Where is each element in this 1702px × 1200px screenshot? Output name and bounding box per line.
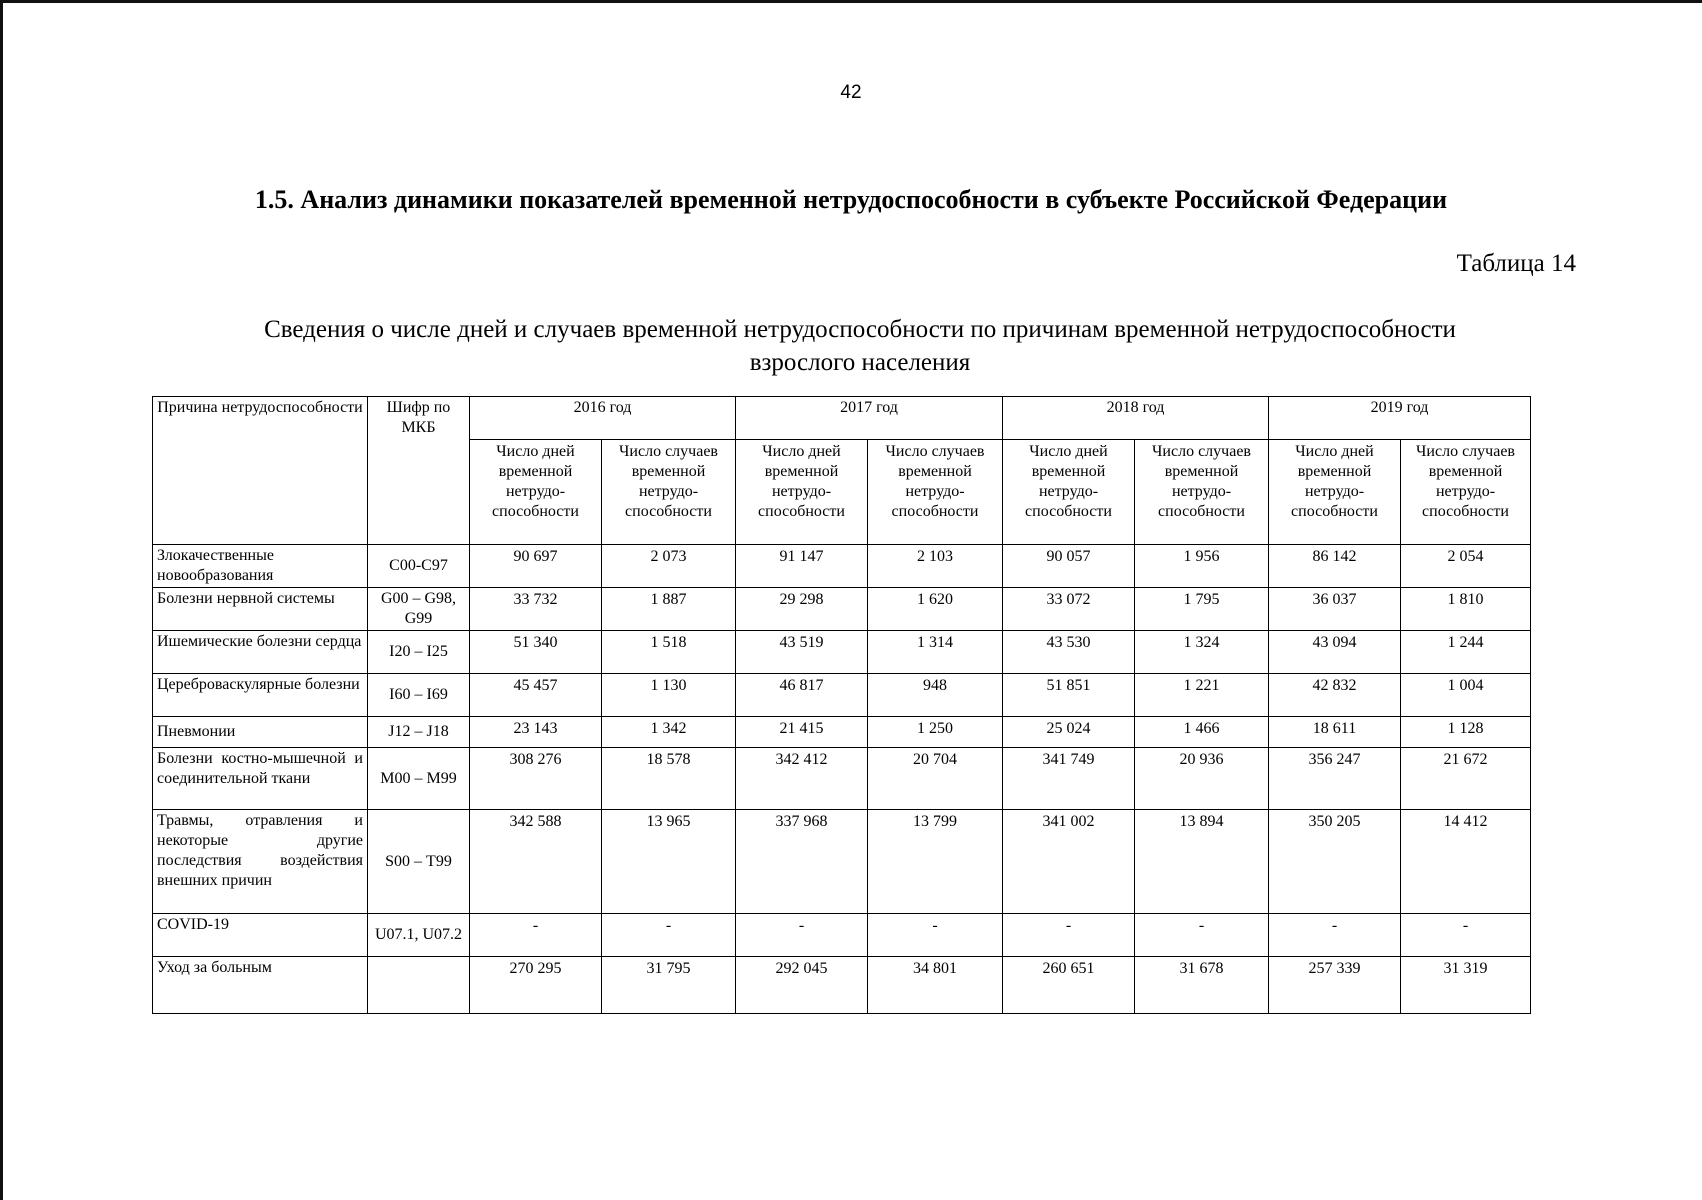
value-cell: 350 205	[1269, 810, 1401, 914]
header-year: 2019 год	[1269, 397, 1531, 440]
cause-cell: Болезни костно-мышечной и соединительной ткани	[153, 748, 368, 810]
code-cell: G00 – G98, G99	[368, 588, 470, 631]
table-row	[153, 717, 1531, 748]
cause-cell: Уход за больным	[153, 957, 368, 1014]
value-cell: 1 620	[868, 588, 1003, 631]
cause-cell: Злокачественные новообразования	[153, 545, 368, 588]
header-year: 2018 год	[1003, 397, 1269, 440]
value-cell: 31 795	[602, 957, 736, 1014]
value-cell: -	[868, 914, 1003, 957]
value-cell: 1 810	[1401, 588, 1531, 631]
value-cell: 1 250	[868, 717, 1003, 748]
value-cell: 33 732	[470, 588, 602, 631]
value-cell: 1 128	[1401, 717, 1531, 748]
value-cell: 34 801	[868, 957, 1003, 1014]
cause-cell: Ишемические болезни сердца	[153, 631, 368, 674]
value-cell: 2 054	[1401, 545, 1531, 588]
header-year: 2016 год	[470, 397, 736, 440]
value-cell: 337 968	[736, 810, 868, 914]
value-cell: 31 319	[1401, 957, 1531, 1014]
code-cell: S00 – Т99	[368, 810, 470, 914]
value-cell: 13 965	[602, 810, 736, 914]
value-cell: 25 024	[1003, 717, 1135, 748]
code-cell	[368, 957, 470, 1014]
value-cell: -	[1003, 914, 1135, 957]
value-cell: 20 936	[1135, 748, 1269, 810]
cause-cell: COVID-19	[153, 914, 368, 957]
table-caption-line-2: взрослого населения	[749, 349, 971, 376]
value-cell: 341 749	[1003, 748, 1135, 810]
header-cases: Число случаев временной нетрудо-способности	[1135, 440, 1269, 545]
page-number: 42	[840, 82, 862, 103]
value-cell: 31 678	[1135, 957, 1269, 1014]
value-cell: 90 057	[1003, 545, 1135, 588]
value-cell: 341 002	[1003, 810, 1135, 914]
value-cell: -	[1269, 914, 1401, 957]
table-caption-line-1: Сведения о числе дней и случаев временной нетрудоспособности по причинам временной нетрудоспособности	[264, 316, 1456, 343]
value-cell: 1 130	[602, 674, 736, 717]
header-cases: Число случаев временной нетрудо-способности	[602, 440, 736, 545]
value-cell: 14 412	[1401, 810, 1531, 914]
value-cell: 42 832	[1269, 674, 1401, 717]
code-cell: I60 – I69	[368, 674, 470, 717]
value-cell: -	[1401, 914, 1531, 957]
table-row	[153, 748, 1531, 810]
value-cell: 342 412	[736, 748, 868, 810]
value-cell: 13 894	[1135, 810, 1269, 914]
value-cell: -	[602, 914, 736, 957]
value-cell: 18 611	[1269, 717, 1401, 748]
section-heading: 1.5. Анализ динамики показателей временной нетрудоспособности в субъекте Российской Федерации	[254, 185, 1448, 214]
header-cases: Число случаев временной нетрудо-способности	[868, 440, 1003, 545]
value-cell: 948	[868, 674, 1003, 717]
value-cell: -	[1135, 914, 1269, 957]
value-cell: 308 276	[470, 748, 602, 810]
value-cell: 260 651	[1003, 957, 1135, 1014]
cause-cell: Травмы, отравления и некоторые другие последствия воздействия внешних причин	[153, 810, 368, 914]
code-cell: J12 – J18	[368, 717, 470, 748]
code-cell: С00-С97	[368, 545, 470, 588]
table-row	[153, 957, 1531, 1014]
code-cell: U07.1, U07.2	[368, 914, 470, 957]
header-days: Число дней временной нетрудо-способности	[1003, 440, 1135, 545]
code-cell: I20 – I25	[368, 631, 470, 674]
value-cell: 1 342	[602, 717, 736, 748]
value-cell: 21 672	[1401, 748, 1531, 810]
code-cell: М00 – М99	[368, 748, 470, 810]
cause-cell: Цереброваскулярные болезни	[153, 674, 368, 717]
table-row	[153, 545, 1531, 588]
table-row	[153, 810, 1531, 914]
value-cell: 45 457	[470, 674, 602, 717]
cause-cell: Болезни нервной системы	[153, 588, 368, 631]
value-cell: 90 697	[470, 545, 602, 588]
value-cell: 23 143	[470, 717, 602, 748]
cause-cell: Пневмонии	[153, 717, 368, 748]
value-cell: 1 466	[1135, 717, 1269, 748]
value-cell: 29 298	[736, 588, 868, 631]
value-cell: 2 103	[868, 545, 1003, 588]
value-cell: 356 247	[1269, 748, 1401, 810]
header-code: Шифр по МКБ	[368, 397, 470, 545]
value-cell: 1 518	[602, 631, 736, 674]
value-cell: -	[470, 914, 602, 957]
header-days: Число дней временной нетрудо-способности	[1269, 440, 1401, 545]
value-cell: 36 037	[1269, 588, 1401, 631]
table-row	[153, 631, 1531, 674]
value-cell: 33 072	[1003, 588, 1135, 631]
table-row	[153, 674, 1531, 717]
value-cell: 1 887	[602, 588, 736, 631]
value-cell: 292 045	[736, 957, 868, 1014]
value-cell: 86 142	[1269, 545, 1401, 588]
value-cell: 91 147	[736, 545, 868, 588]
disability-table	[152, 396, 1531, 1014]
header-days: Число дней временной нетрудо-способности	[736, 440, 868, 545]
scan-edge-left	[0, 0, 3, 1200]
value-cell: 20 704	[868, 748, 1003, 810]
value-cell: 2 073	[602, 545, 736, 588]
table-row	[153, 914, 1531, 957]
header-cause: Причина нетрудоспособности	[153, 397, 368, 545]
header-cases: Число случаев временной нетрудо-способности	[1401, 440, 1531, 545]
value-cell: 270 295	[470, 957, 602, 1014]
value-cell: -	[736, 914, 868, 957]
value-cell: 21 415	[736, 717, 868, 748]
value-cell: 51 340	[470, 631, 602, 674]
value-cell: 13 799	[868, 810, 1003, 914]
value-cell: 43 519	[736, 631, 868, 674]
value-cell: 1 244	[1401, 631, 1531, 674]
value-cell: 1 795	[1135, 588, 1269, 631]
value-cell: 1 324	[1135, 631, 1269, 674]
value-cell: 43 094	[1269, 631, 1401, 674]
value-cell: 1 314	[868, 631, 1003, 674]
value-cell: 46 817	[736, 674, 868, 717]
value-cell: 342 588	[470, 810, 602, 914]
value-cell: 43 530	[1003, 631, 1135, 674]
value-cell: 1 004	[1401, 674, 1531, 717]
value-cell: 1 956	[1135, 545, 1269, 588]
table-label: Таблица 14	[1456, 250, 1576, 277]
table-row	[153, 588, 1531, 631]
table-caption	[150, 313, 1570, 379]
value-cell: 18 578	[602, 748, 736, 810]
value-cell: 1 221	[1135, 674, 1269, 717]
header-days: Число дней временной нетрудо-способности	[470, 440, 602, 545]
scan-edge-top	[0, 0, 1702, 3]
value-cell: 257 339	[1269, 957, 1401, 1014]
value-cell: 51 851	[1003, 674, 1135, 717]
header-year: 2017 год	[736, 397, 1003, 440]
